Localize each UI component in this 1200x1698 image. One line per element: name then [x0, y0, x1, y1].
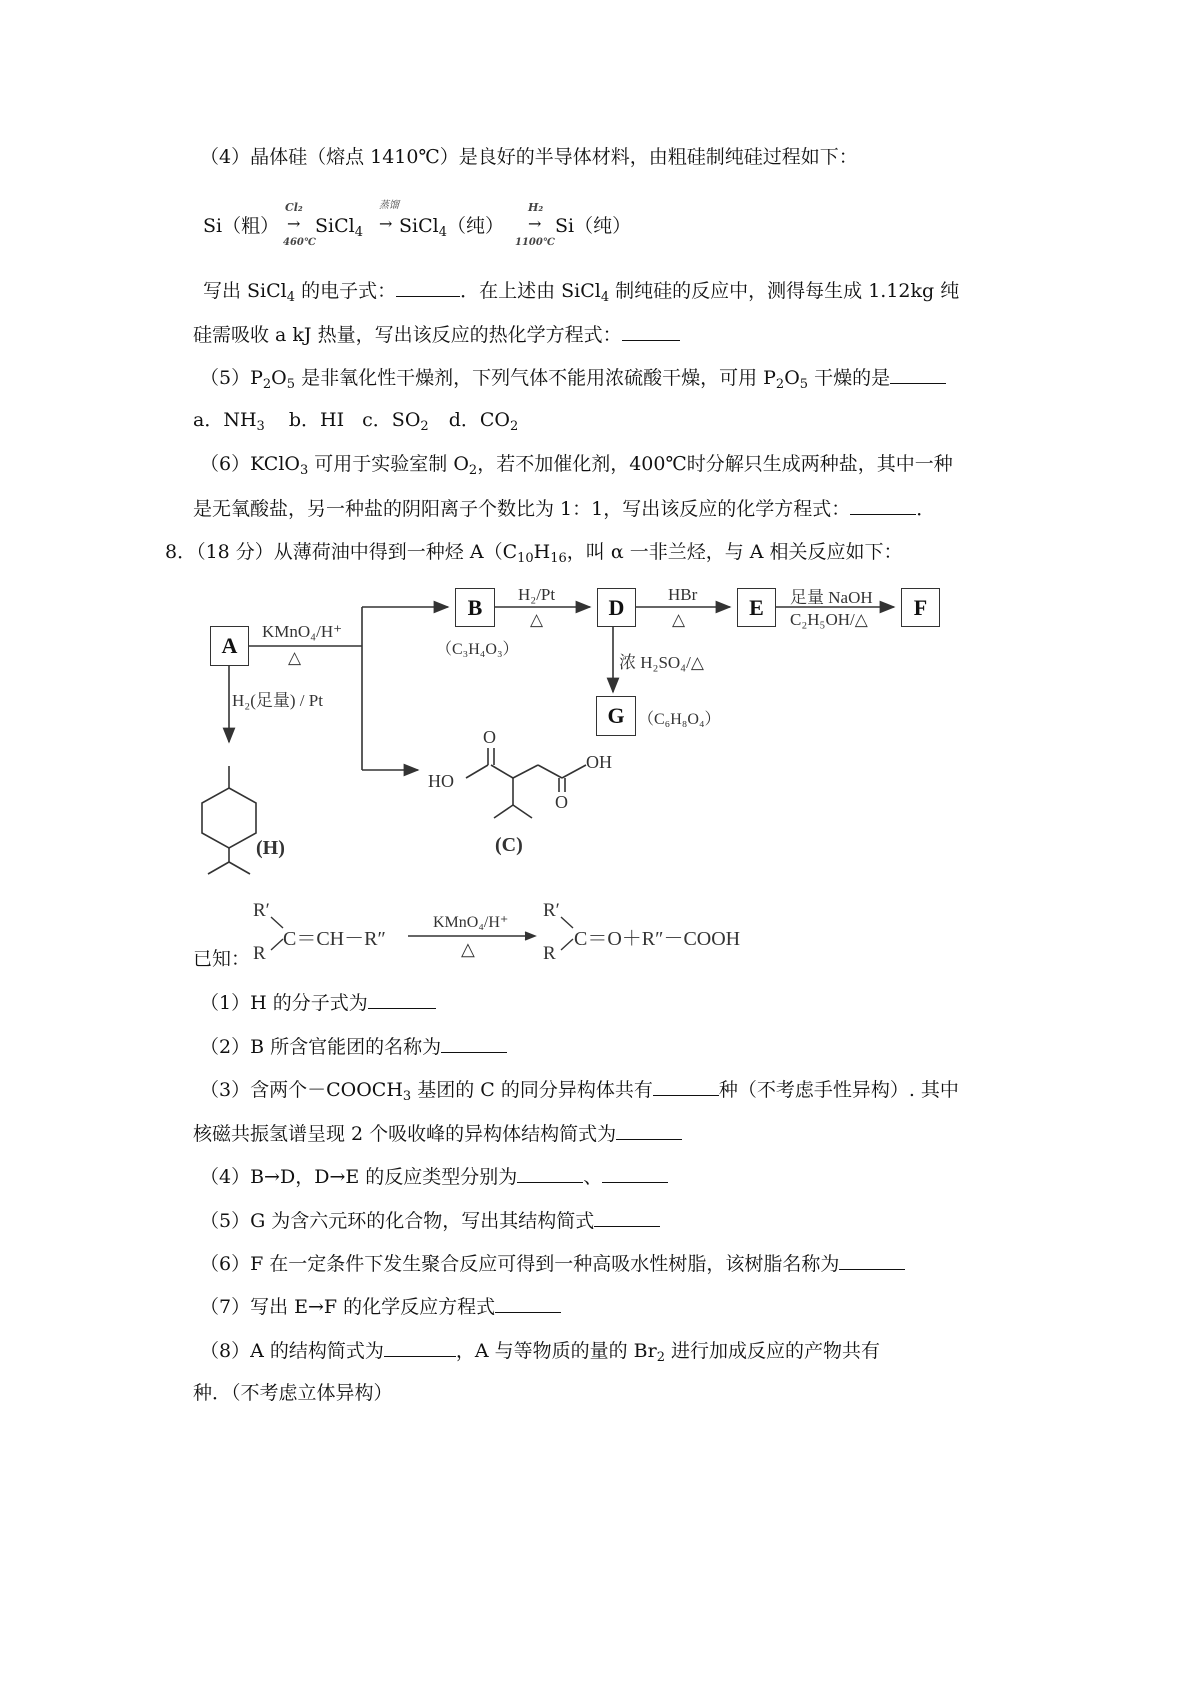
answer-blank[interactable]	[384, 1338, 456, 1357]
known-label: 已知：	[193, 948, 251, 970]
answer-blank[interactable]	[890, 365, 946, 384]
step3-temp: 1100℃	[515, 237, 555, 248]
box-E: E	[737, 588, 776, 627]
sicl4-crude: SiCl$_4$	[315, 215, 363, 240]
h2pt-label: H₂/Pt	[518, 585, 556, 604]
kmno4-label: KMnO₄/H⁺	[262, 622, 343, 641]
option-d: d．$CO_2$	[448, 409, 519, 434]
q8-heading: 8．（18 分）从薄荷油中得到一种烃 $A(C_{10}H_{16}$，叫 α 一非兰烃，与 A 相关反应如下：	[165, 541, 903, 566]
b-formula: （C₃H₄O₃）	[436, 641, 519, 658]
q7-p4-text: 晶体硅（熔点 1410℃）是良好的半导体材料，由粗硅制纯硅过程如下：	[250, 146, 858, 168]
q7-p5-options	[193, 408, 518, 432]
q8-item-3b: 核磁共振氢谱呈现 2 个吸收峰的异构体结构简式为	[193, 1121, 682, 1146]
answer-blank[interactable]	[495, 1294, 561, 1313]
q8-item-5: （5）G 为含六元环的化合物，写出其结构简式	[200, 1208, 660, 1233]
step2-label: 蒸馏	[379, 200, 399, 211]
box-G: G	[596, 696, 636, 736]
heat-3: △	[672, 610, 686, 629]
step3-reagent: H₂	[528, 201, 544, 214]
q7-p4-num: （4）	[200, 146, 251, 168]
q7-p4-line1: 写出 SiCl$_4$ 的电子式： ．在上述由 SiCl$_4$ 制纯硅的反应中，测得每生成 1.12kg 纯	[203, 280, 960, 305]
q8-item-2: （2）B 所含官能团的名称为	[200, 1034, 507, 1059]
q7-p4-line2: 硅需吸收 a kJ 热量，写出该反应的热化学方程式：	[193, 322, 680, 347]
step1-temp: 460℃	[283, 237, 316, 248]
q7-p4-line	[200, 145, 858, 169]
heat-2: △	[530, 610, 544, 629]
box-D: D	[597, 588, 636, 627]
c-O-bottom: O	[555, 792, 568, 812]
known-r1: R′	[253, 900, 270, 921]
option-c: c．$SO_2$	[362, 409, 429, 434]
q7-p6-line2: 是无氧酸盐，另一种盐的阴阳离子个数比为 1：1，写出该反应的化学方程式： ．	[193, 498, 936, 520]
known-r2: R	[253, 943, 266, 964]
etoh-label: C₂H₅OH/△	[790, 610, 868, 629]
C-label: (C)	[495, 834, 523, 856]
naoh-label: 足量 NaOH	[790, 588, 873, 607]
si-pure: Si（纯）	[555, 215, 632, 237]
g-formula: （C₆H₈O₄）	[638, 711, 721, 728]
answer-blank[interactable]	[653, 1077, 719, 1096]
known-reagent: KMnO₄/H⁺	[433, 914, 509, 931]
answer-blank[interactable]	[622, 322, 680, 341]
known-r1b: R′	[543, 900, 560, 921]
known-right: C＝O＋R″－COOH	[574, 928, 741, 950]
q8-item-4: （4）B→D，D→E 的反应类型分别为 、	[200, 1164, 668, 1189]
answer-blank[interactable]	[839, 1251, 905, 1270]
q8-item-8a: （8）A 的结构简式为 ，A 与等物质的量的 $Br_2$ 进行加成反应的产物共有	[200, 1340, 881, 1365]
q7-p5-line: $(5)P_2O_5$ 是非氧化性干燥剂，下列气体不能用浓硫酸干燥，可用 $P_2O_5$ 干燥的是	[200, 365, 946, 390]
c-O-top: O	[483, 727, 496, 747]
q8-item-8b: 种．（不考虑立体异构）	[193, 1382, 393, 1404]
step2-arrow: →	[379, 214, 393, 233]
sicl4-pure: SiCl$_4$（纯）	[399, 215, 505, 240]
option-b: b．HI	[288, 409, 345, 431]
answer-blank[interactable]	[368, 990, 436, 1009]
heat-1: △	[288, 648, 302, 667]
known-r2b: R	[543, 943, 556, 964]
answer-blank[interactable]	[396, 278, 460, 297]
q8-item-3a: （3）含两个$-COOCH_3$ 基团的 C 的同分异构体共有 种（不考虑手性异构）. 其中	[200, 1079, 959, 1104]
c-HO: HO	[428, 771, 454, 791]
H-label: (H)	[256, 837, 285, 859]
answer-blank[interactable]	[850, 496, 916, 515]
h2-excess-label: H₂(足量) / Pt	[232, 691, 323, 710]
known-reaction	[193, 895, 813, 970]
known-heat: △	[461, 939, 475, 959]
silicon-process-flow	[203, 200, 723, 250]
option-a: a．$NH_3$	[193, 409, 265, 434]
box-B: B	[455, 588, 495, 627]
step1-arrow: →	[287, 214, 301, 233]
step1-reagent: Cl₂	[285, 201, 303, 214]
known-left: C＝CH－R″	[283, 928, 386, 950]
q8-item-1: （1）H 的分子式为	[200, 990, 436, 1015]
hbr-label: HBr	[668, 585, 698, 604]
q8-item-6: （6）F 在一定条件下发生聚合反应可得到一种高吸水性树脂，该树脂名称为	[200, 1251, 905, 1276]
box-A: A	[210, 626, 249, 666]
conc-h2so4-label: 浓 H₂SO₄/△	[619, 653, 704, 672]
si-crude: Si（粗）	[203, 215, 280, 237]
step3-arrow: →	[528, 214, 542, 233]
answer-blank[interactable]	[441, 1034, 507, 1053]
answer-blank[interactable]	[602, 1164, 668, 1183]
answer-blank[interactable]	[517, 1164, 583, 1183]
q8-item-7: （7）写出 E→F 的化学反应方程式	[200, 1294, 561, 1319]
box-F: F	[901, 588, 940, 627]
q7-p6-line1: （6）KClO$_3$ 可用于实验室制 $O_2$，若不加催化剂，400℃时分解只生成两种盐，其中一种	[200, 453, 953, 478]
c-OH: OH	[586, 752, 612, 772]
answer-blank[interactable]	[616, 1121, 682, 1140]
answer-blank[interactable]	[594, 1208, 660, 1227]
